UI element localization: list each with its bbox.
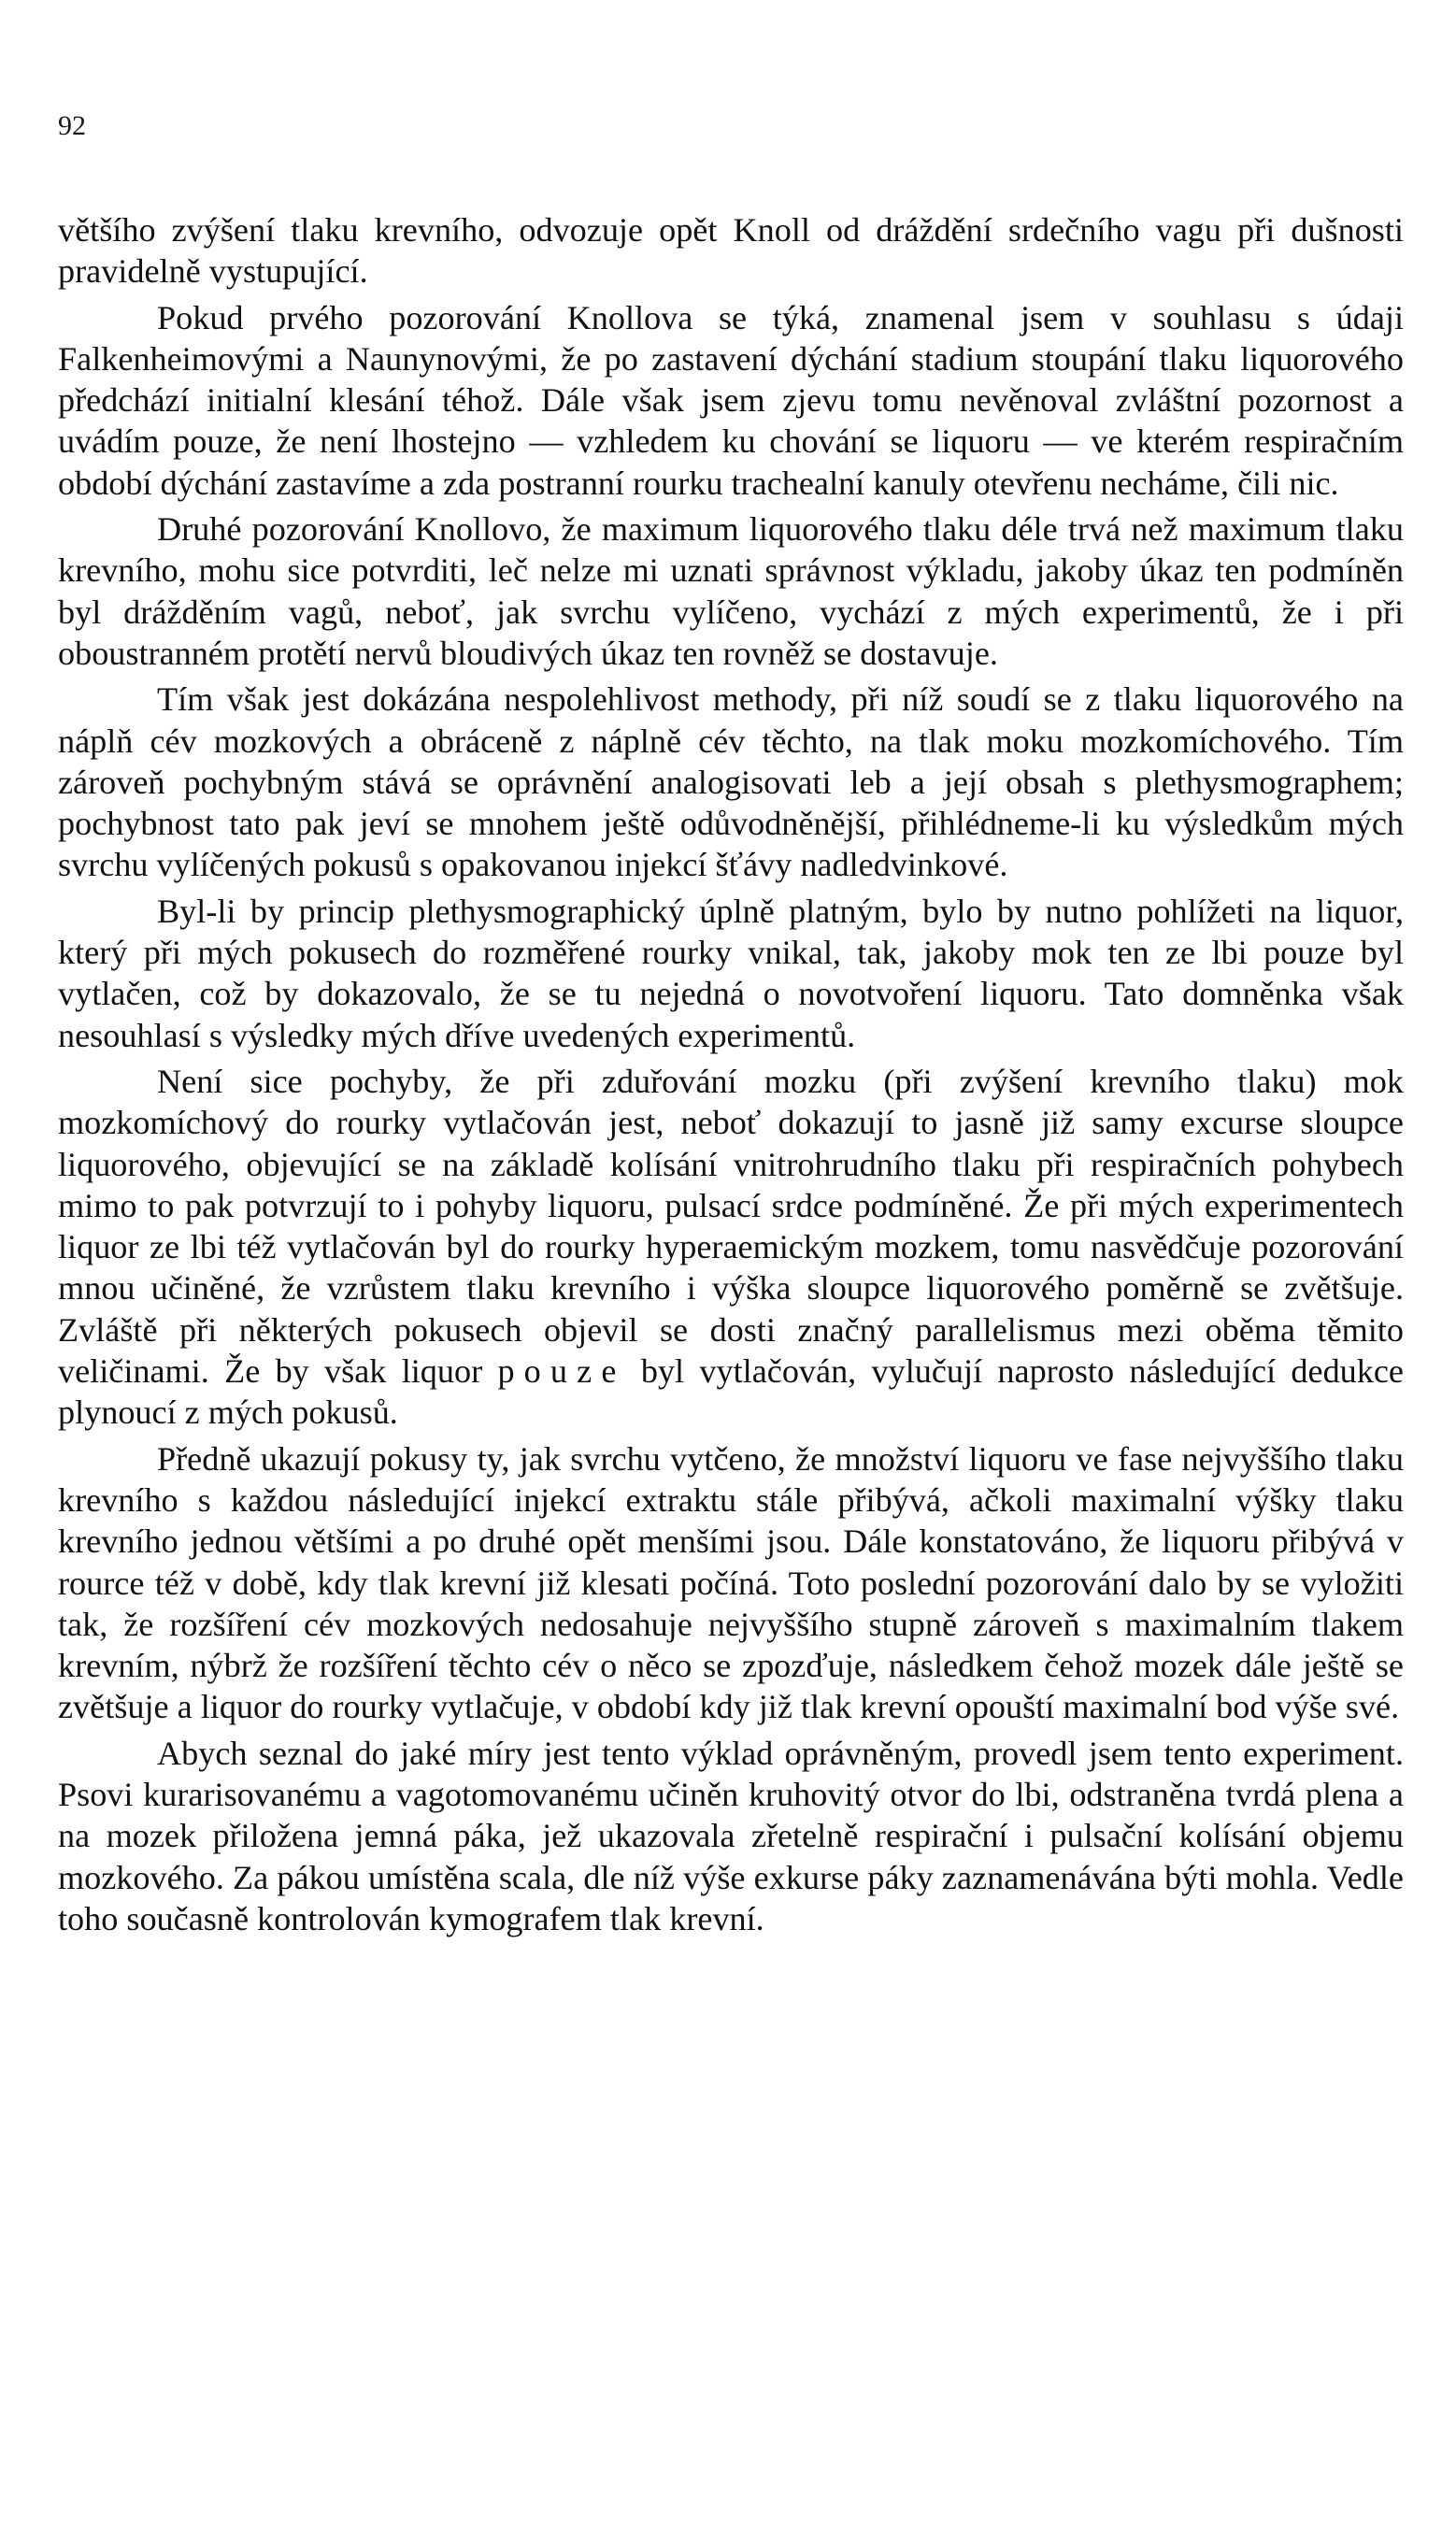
paragraph-knoll-second-observation: Druhé pozorování Knollovo, že maximum liquorového tlaku déle trvá než maximum tlaku krevního, mohu sice potvrditi, leč nelze mi uznati správnost výkladu, jakoby úkaz ten podmíněn byl drážděním vagů, neboť, jak svrchu vylíčeno, vychází z mých experimentů, že i při oboustranném protětí nervů bloudivých úkaz ten rovněž se dostavuje. [58,510,1404,672]
emphasized-word: pouze [497,1352,626,1391]
paragraph-method-unreliability: Tím však jest dokázána nespolehlivost methody, při níž soudí se z tlaku liquorového na náplň cév mozkových a obráceně z náplně cév těchto, na tlak moku mozkomíchového. Tím zároveň pochybným stává se oprávnění analogisovati leb a její obsah s plethysmographem; pochybnost tato pak jeví se mnohem ještě odůvodněnější, přihlédneme-li ku výsledkům mých svrchu vylíčených pokusů s opakovanou injekcí šťávy nadledvinkové. [58,680,1404,884]
paragraph-injection-results: Předně ukazují pokusy ty, jak svrchu vytčeno, že množství liquoru ve fase nejvyššího tlaku krevního s každou následující injekcí extraktu stále přibývá, ačkoli maximalní výšky tlaku krevního jednou většími a po druhé opět menšími jsou. Dále konstatováno, že liquoru přibývá v rource též v době, kdy tlak krevní již klesati počíná. Toto poslední pozorování dalo by se vyložiti tak, že rozšíření cév mozkových nedosahuje nejvyššího stupně zároveň s maximalním tlakem krevním, nýbrž že rozšíření těchto cév o něco se zpozďuje, následkem čehož mozek dále ještě se zvětšuje a liquor do rourky vytlačuje, v období kdy již tlak krevní opouští maximalní bod výše své. [58,1439,1404,1726]
paragraph-text-start: Není sice pochyby, že při zduřování mozku (při zvýšení krevního tlaku) mok mozkomíchový do rourky vytlačován jest, neboť dokazují to jasně již samy excurse sloupce liquorového, objevující se na základě kolísání vnitrohrudního tlaku při respiračních pohybech mimo to pak potvrzují to i pohyby liquoru, pulsací srdce podmíněné. Že při mých experimentech liquor ze lbi též vytlačován byl do rourky hyperaemickým mozkem, tomu nasvědčuje pozorování mnou učiněné, že vzrůstem tlaku krevního i výška sloupce liquorového poměrně se zvětšuje. Zvláště při některých pokusech objevil se dosti značný parallelismus mezi oběma těmito veličinami. Že by však liquor [58,1062,1404,1391]
body-text [58,209,1404,1939]
paragraph-brain-swelling [58,1061,1404,1434]
page-number: 92 [58,110,86,141]
paragraph-knoll-first-observation: Pokud prvého pozorování Knollova se týká, znamenal jsem v souhlasu s údaji Falkenheimovými a Naunynovými, že po zastavení dýchání stadium stoupání tlaku liquorového předchází initialní klesání téhož. Dále však jsem zjevu tomu nevěnoval zvláštní pozornost a uvádím pouze, že není lhostejno — vzhledem ku chování se liquoru — ve kterém respiračním období dýchání zastavíme a zda postranní rourku trachealní kanuly otevřenu necháme, čili nic. [58,298,1404,502]
paragraph-experiment-description: Abych seznal do jaké míry jest tento výklad oprávněným, provedl jsem tento experiment. Psovi kurarisovanému a vagotomovanému učiněn kruhovitý otvor do lbi, odstraněna tvrdá plena a na mozek přiložena jemná páka, jež ukazovala zřetelně respirační i pulsační kolísání objemu mozkového. Za pákou umístěna scala, dle níž výše exkurse páky zaznamenávána býti mohla. Vedle toho současně kontrolován kymografem tlak krevní. [58,1734,1404,1937]
paragraph-continuation: většího zvýšení tlaku krevního, odvozuje opět Knoll od dráždění srdečního vagu při dušnosti pravidelně vystupující. [58,211,1404,291]
paragraph-text-end: byl vytlačován, vylučují naprosto následující dedukce plynoucí z mých pokusů. [58,1352,1404,1432]
paragraph-plethysmographic-principle: Byl-li by princip plethysmographický úplně platným, bylo by nutno pohlížeti na liquor, který při mých pokusech do rozměřené rourky vnikal, tak, jakoby mok ten ze lbi pouze byl vytlačen, což by dokazovalo, že se tu nejedná o novotvoření liquoru. Tato domněnka však nesouhlasí s výsledky mých dříve uvedených experimentů. [58,892,1404,1054]
